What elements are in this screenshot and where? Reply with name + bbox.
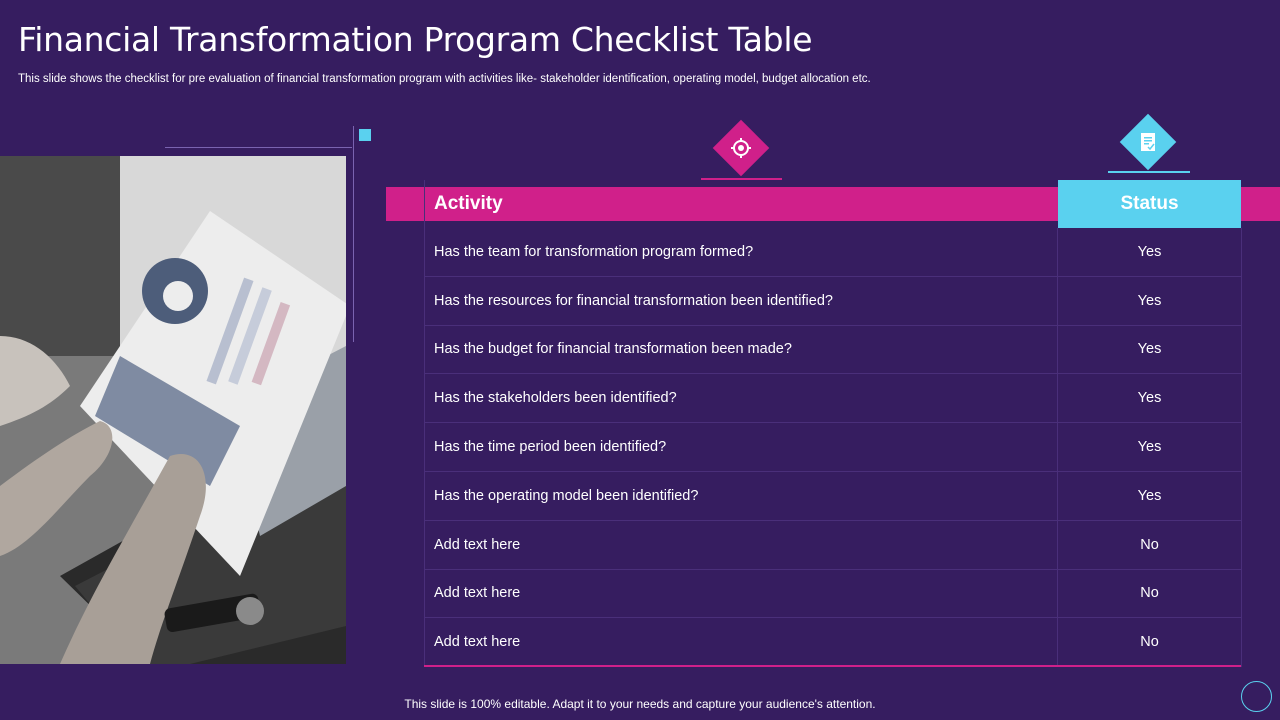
activity-cell: Has the stakeholders been identified?: [424, 374, 1058, 422]
page-subtitle: This slide shows the checklist for pre evaluation of financial transformation program with activities like- stakeholder identification, operating model, budget allocation etc.: [18, 73, 871, 85]
activity-cell: Add text here: [424, 521, 1058, 569]
decorative-line-horizontal: [165, 147, 352, 148]
corner-circle-decoration: [1241, 681, 1272, 712]
checklist-table: [424, 228, 1241, 667]
table-row: [424, 326, 1241, 375]
activity-cell: Add text here: [424, 618, 1058, 665]
activity-cell: Has the time period been identified?: [424, 423, 1058, 471]
footer-note: This slide is 100% editable. Adapt it to your needs and capture your audience's attention.: [404, 697, 876, 711]
activity-column-header: Activity: [434, 193, 503, 214]
status-cell: Yes: [1137, 341, 1162, 358]
activity-cell: Has the resources for financial transformation been identified?: [424, 277, 1058, 325]
table-row: [424, 374, 1241, 423]
page-title: Financial Transformation Program Checklist Table: [18, 20, 813, 59]
table-border-right: [1241, 228, 1242, 667]
status-cell: No: [1140, 536, 1159, 553]
decorative-square: [359, 129, 371, 141]
status-icon-underline: [1108, 171, 1190, 173]
table-row: [424, 570, 1241, 619]
status-cell: Yes: [1137, 243, 1162, 260]
table-row: [424, 277, 1241, 326]
status-cell: No: [1140, 633, 1159, 650]
status-cell: Yes: [1137, 390, 1162, 407]
table-row: [424, 228, 1241, 277]
status-cell: No: [1140, 585, 1159, 602]
table-row: [424, 472, 1241, 521]
table-row: [424, 423, 1241, 472]
business-report-photo: [0, 156, 346, 664]
gear-target-icon: [721, 128, 761, 168]
status-cell: Yes: [1137, 292, 1162, 309]
decorative-line-vertical: [353, 126, 354, 342]
activity-cell: Has the operating model been identified?: [424, 472, 1058, 520]
activity-icon-underline: [701, 178, 782, 180]
activity-cell: Add text here: [424, 570, 1058, 618]
table-row: [424, 618, 1241, 667]
activity-cell: Has the budget for financial transformation been made?: [424, 326, 1058, 374]
activity-cell: Has the team for transformation program formed?: [424, 228, 1058, 276]
status-cell: Yes: [1137, 487, 1162, 504]
status-column-header: Status: [1058, 180, 1241, 228]
table-row: [424, 521, 1241, 570]
document-check-icon: [1128, 122, 1168, 162]
status-cell: Yes: [1137, 439, 1162, 456]
